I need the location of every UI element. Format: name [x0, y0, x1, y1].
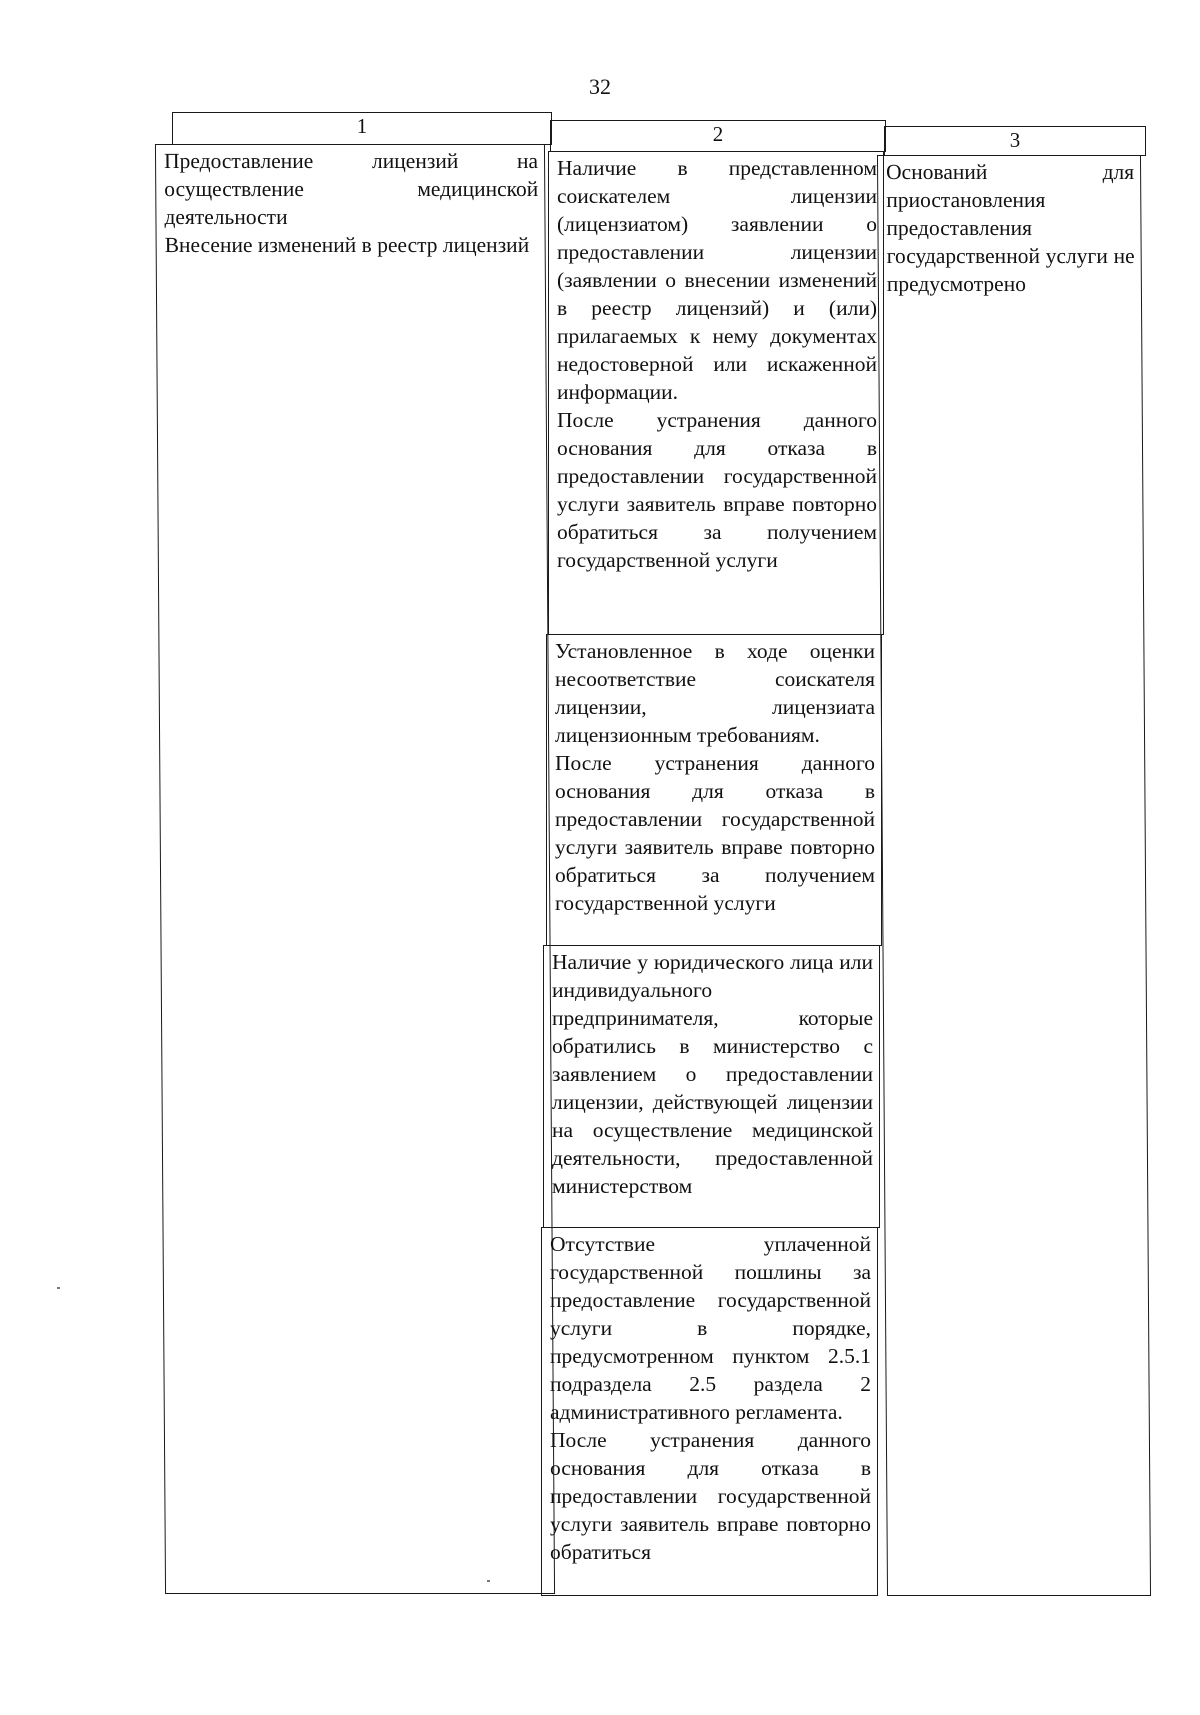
refusal-reason-cell-4 — [541, 1227, 878, 1596]
refusal-reason-cell-1 — [548, 151, 884, 635]
column-header-2: 2 — [550, 120, 886, 152]
refusal-reason-cell-2 — [546, 634, 882, 946]
page-number: 32 — [589, 74, 611, 99]
refusal-reason-note: После устранения данного основания для отказа в предоставлении государственной услуги заявитель вправе повторно обратиться — [550, 1428, 871, 1564]
refusal-reason-text: Отсутствие уплаченной государственной пошлины за предоставление государственной услуги в порядке, предусмотренном пунктом 2.5.1 подраздела 2.5 раздела 2 административного регламента. — [550, 1232, 871, 1424]
service-name-2: Внесение изменений в реестр лицензий — [164, 233, 530, 257]
column-header-3: 3 — [884, 126, 1146, 156]
column-3-cell — [877, 155, 1151, 1596]
column-1-cell — [155, 144, 555, 1594]
scan-mark — [487, 1580, 490, 1582]
column-header-1: 1 — [172, 112, 552, 145]
service-name: Предоставление лицензий на осуществление медицинской деятельности — [163, 149, 539, 229]
refusal-reason-note: После устранения данного основания для отказа в предоставлении государственной услуги заявитель вправе повторно обратиться за получением государственной услуги — [555, 751, 875, 915]
scan-mark — [57, 1287, 60, 1289]
suspension-grounds: Оснований для приостановления предоставления государственной услуги не предусмотрено — [886, 160, 1135, 296]
refusal-reason-cell-3 — [543, 945, 880, 1228]
refusal-reason-text: Наличие у юридического лица или индивидуального предпринимателя, которые обратились в министерство с заявлением о предоставлении лицензии, действующей лицензии на осуществление медицинской деятельности, предоставленной министерством — [552, 950, 873, 1198]
refusal-reason-text: Наличие в представленном соискателем лицензии (лицензиатом) заявлении о предоставлении лицензии (заявлении о внесении изменений в реестр лицензий) и (или) прилагаемых к нему документах недостоверной или искаженной информации. — [557, 156, 877, 404]
refusal-reason-note: После устранения данного основания для отказа в предоставлении государственной услуги заявитель вправе повторно обратиться за получением государственной услуги — [557, 408, 877, 572]
refusal-reason-text: Установленное в ходе оценки несоответствие соискателя лицензии, лицензиата лицензионным требованиям. — [555, 639, 875, 747]
